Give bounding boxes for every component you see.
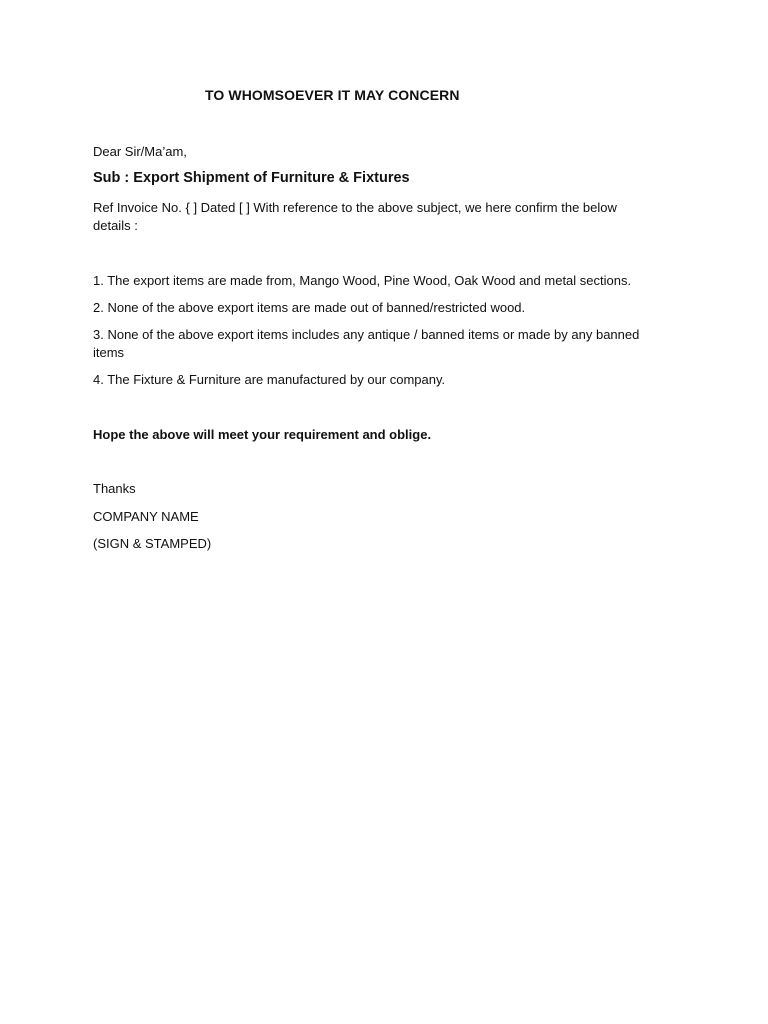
list-item: 3. None of the above export items includes any antique / banned items or made by any banned items	[93, 327, 640, 360]
reference-paragraph: Ref Invoice No. { ] Dated [ ] With reference to the above subject, we here confirm the below details :	[93, 200, 617, 233]
list-item: 1. The export items are made from, Mango Wood, Pine Wood, Oak Wood and metal sections.	[93, 273, 632, 288]
letter-heading: TO WHOMSOEVER IT MAY CONCERN	[205, 87, 460, 103]
thanks-line: Thanks	[93, 481, 136, 496]
greeting-line: Dear Sir/Ma’am,	[93, 144, 187, 159]
closing-line: Hope the above will meet your requirement and oblige.	[93, 427, 432, 442]
list-item: 4. The Fixture & Furniture are manufactured by our company.	[93, 372, 446, 387]
company-name: COMPANY NAME	[93, 509, 199, 524]
list-item: 2. None of the above export items are made out of banned/restricted wood.	[93, 300, 526, 315]
signature-placeholder: (SIGN & STAMPED)	[93, 536, 212, 551]
subject-line: Sub : Export Shipment of Furniture & Fixtures	[93, 170, 410, 186]
